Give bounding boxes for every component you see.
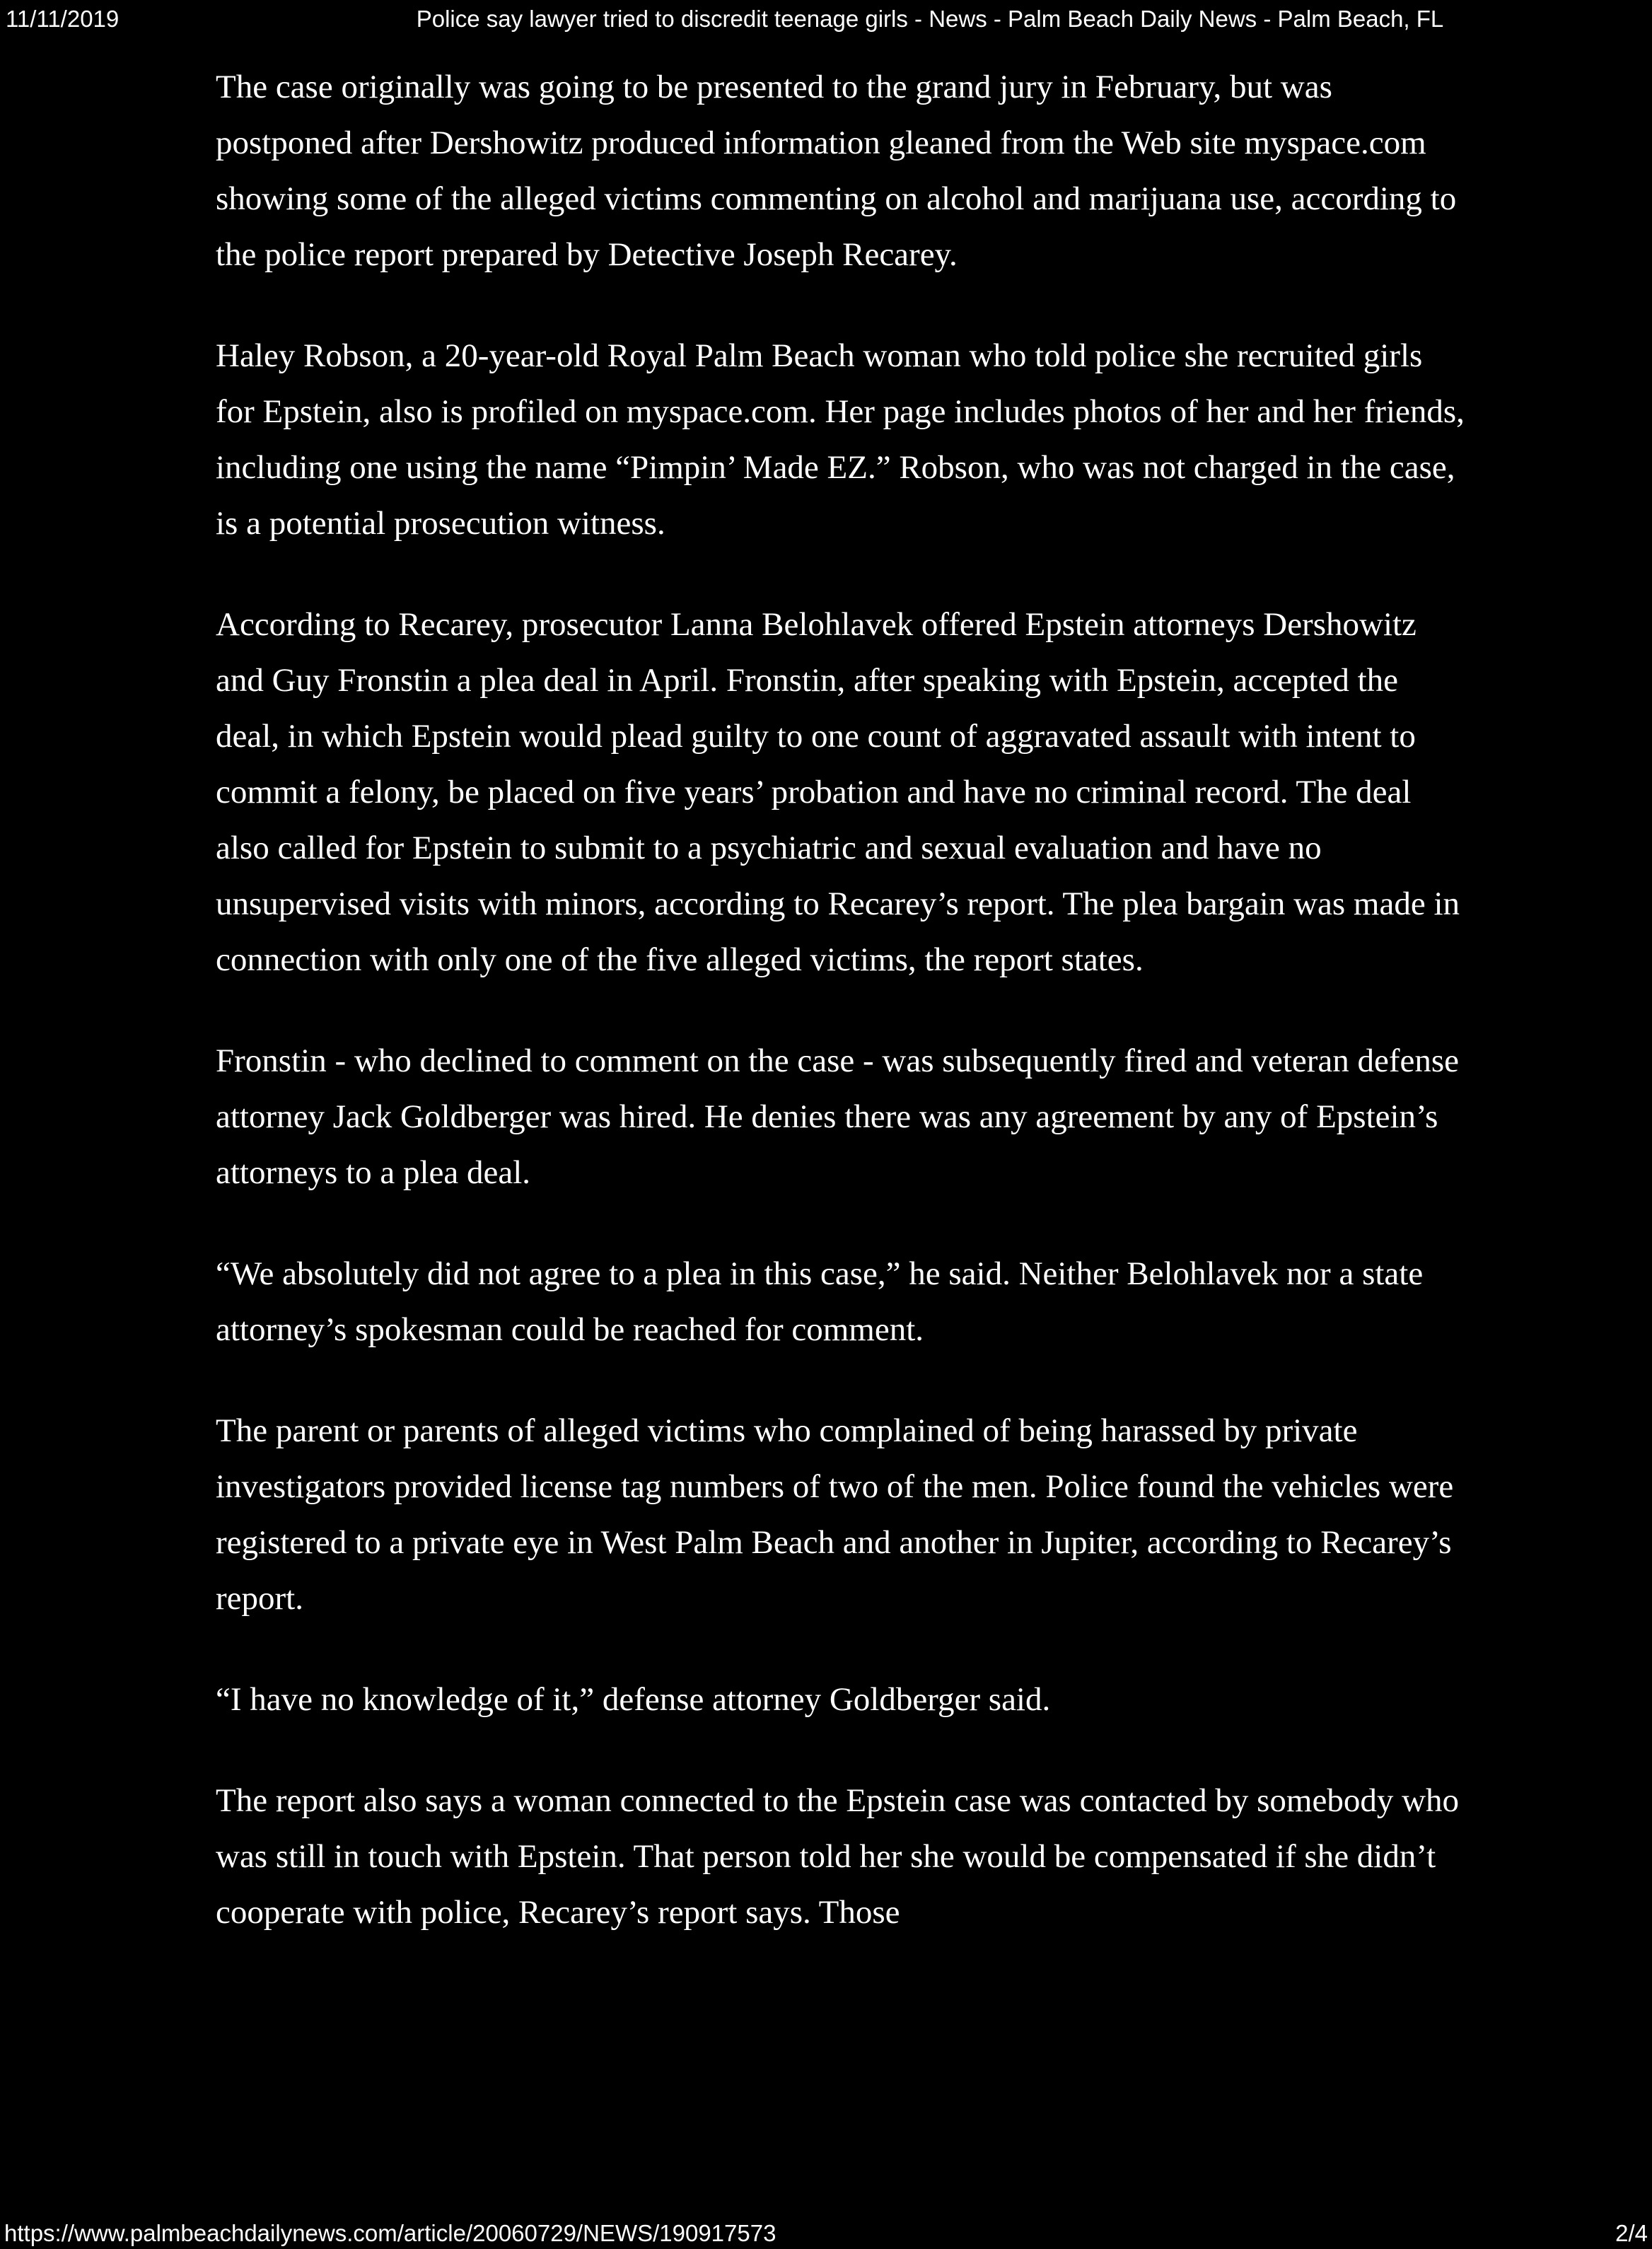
article-paragraph: “I have no knowledge of it,” defense attorney Goldberger said. [216, 1681, 1051, 1718]
article-paragraph: Fronstin - who declined to comment on the case - was subsequently fired and veteran defense attorney Jack Goldberger was hired. He denies there was any agreement by any of Epstein’s attorneys to a plea deal. [216, 1042, 1460, 1191]
article-paragraph: According to Recarey, prosecutor Lanna Belohlavek offered Epstein attorneys Dershowitz and Guy Fronstin a plea deal in April. Fronstin, after speaking with Epstein, accepted the deal, in which Epstein would plead guilty to one count of aggravated assault with intent to commit a felony, be placed on five years’ probation and have no criminal record. The deal also called for Epstein to submit to a psychiatric and sexual evaluation and have no unsupervised visits with minors, according to Recarey’s report. The plea bargain was made in connection with only one of the five alleged victims, the report states. [216, 606, 1460, 978]
article-paragraph: Haley Robson, a 20-year-old Royal Palm Beach woman who told police she recruited girls for Epstein, also is profiled on myspace.com. Her page includes photos of her and her friends, including one using the name “Pimpin’ Made EZ.” Robson, who was not charged in the case, is a potential prosecution witness. [216, 337, 1465, 542]
article-paragraph: The report also says a woman connected to the Epstein case was contacted by somebody who was still in touch with Epstein. That person told her she would be compensated if she didn’t cooperate with police, Recarey’s report says. Those [216, 1782, 1460, 1931]
article-paragraph: The parent or parents of alleged victims who complained of being harassed by private investigators provided license tag numbers of two of the men. Police found the vehicles were registered to a private eye in West Palm Beach and another in Jupiter, according to Recarey’s report. [216, 1412, 1454, 1617]
print-footer-url: https://www.palmbeachdailynews.com/article/20060729/NEWS/190917573 [4, 2220, 776, 2246]
print-header-date: 11/11/2019 [6, 6, 120, 32]
article-paragraph: “We absolutely did not agree to a plea in this case,” he said. Neither Belohlavek nor a state attorney’s spokesman could be reached for comment. [216, 1255, 1424, 1348]
print-footer-page-indicator: 2/4 [1615, 2220, 1648, 2246]
article-body [216, 59, 1469, 1986]
print-header-title: Police say lawyer tried to discredit teenage girls - News - Palm Beach Daily News - Palm Beach, FL [416, 6, 1444, 32]
article-paragraph: The case originally was going to be presented to the grand jury in February, but was postponed after Dershowitz produced information gleaned from the Web site myspace.com showing some of the alleged victims commenting on alcohol and marijuana use, according to the police report prepared by Detective Joseph Recarey. [216, 69, 1457, 273]
